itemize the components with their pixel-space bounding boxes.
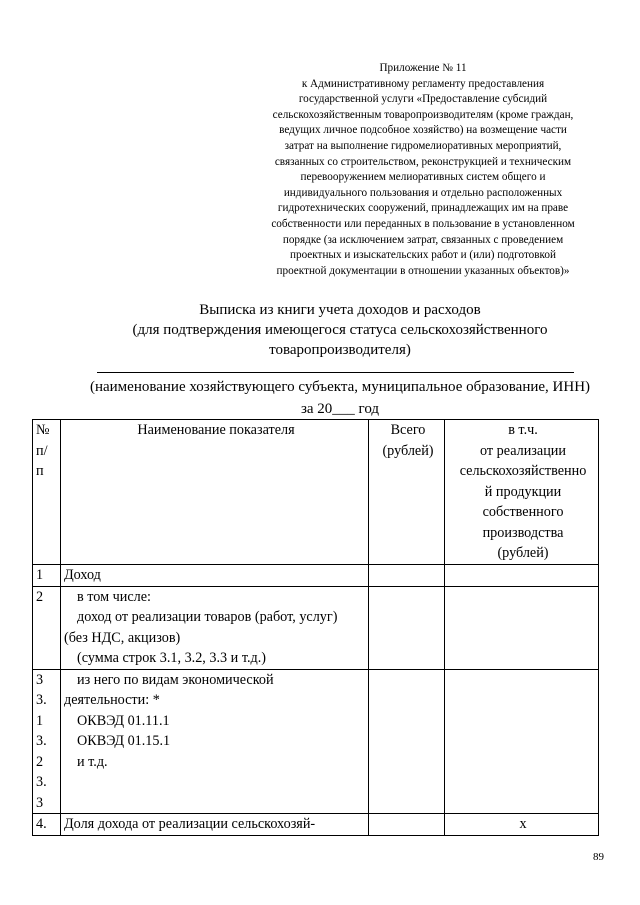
appendix-line: связанных со строительством, реконструкцией и техническим bbox=[274, 155, 572, 168]
appendix-block bbox=[248, 61, 598, 279]
entity-fill-line bbox=[97, 372, 574, 373]
row-total bbox=[369, 586, 445, 669]
table-header-row bbox=[33, 420, 599, 565]
appendix-line: сельскохозяйственным товаропроизводителям (кроме граждан, bbox=[272, 108, 574, 121]
table-row bbox=[33, 814, 599, 836]
appendix-line: затрат на выполнение гидромелиоративных мероприятий, bbox=[284, 139, 562, 152]
title-line: Выписка из книги учета доходов и расходов bbox=[199, 302, 481, 318]
table-row bbox=[33, 564, 599, 586]
appendix-line: ведущих личное подсобное хозяйство) на возмещение части bbox=[279, 124, 567, 137]
row-num: 4. bbox=[33, 814, 61, 836]
income-table bbox=[32, 419, 599, 836]
row-incl: x bbox=[445, 814, 599, 836]
row-name: Доля дохода от реализации сельскохозяй- bbox=[61, 814, 369, 836]
appendix-line: к Административному регламенту предоставления bbox=[301, 77, 545, 90]
appendix-line: индивидуального пользования и отдельно расположенных bbox=[283, 186, 563, 199]
appendix-line: Приложение № 11 bbox=[379, 62, 467, 74]
row-name: в том числе: доход от реализации товаров (работ, услуг) (без НДС, акцизов) (сумма строк 3.1, 3.2, 3.3 и т.д.) bbox=[61, 586, 369, 669]
row-num: 3 3. 1 3. 2 3. 3 bbox=[33, 669, 61, 814]
row-name: Доход bbox=[61, 564, 369, 586]
header-num: № п/ п bbox=[33, 420, 61, 565]
table-row bbox=[33, 669, 599, 814]
row-total bbox=[369, 564, 445, 586]
appendix-line: собственности или переданных в пользование в установленном bbox=[271, 217, 575, 230]
row-name: из него по видам экономической деятельности: * ОКВЭД 01.11.1 ОКВЭД 01.15.1 и т.д. bbox=[61, 669, 369, 814]
document-title bbox=[60, 300, 620, 360]
header-total: Всего (рублей) bbox=[369, 420, 445, 565]
appendix-line: проектной документации в отношении указанных объектов)» bbox=[276, 264, 570, 277]
row-incl bbox=[445, 669, 599, 814]
appendix-line: порядке (за исключением затрат, связанных с проведением bbox=[282, 233, 564, 246]
row-total bbox=[369, 814, 445, 836]
header-name: Наименование показателя bbox=[61, 420, 369, 565]
appendix-line: государственной услуги «Предоставление субсидий bbox=[298, 93, 548, 106]
table-row bbox=[33, 586, 599, 669]
row-num: 1 bbox=[33, 564, 61, 586]
appendix-line: проектных и изыскательских работ и (или) подготовкой bbox=[289, 249, 557, 262]
header-incl: в т.ч. от реализации сельскохозяйственно й продукции собственного производства (рублей) bbox=[445, 420, 599, 565]
year-line: за 20___ год bbox=[300, 401, 380, 417]
row-total bbox=[369, 669, 445, 814]
row-num: 2 bbox=[33, 586, 61, 669]
title-line: (для подтверждения имеющегося статуса сельскохозяйственного bbox=[132, 322, 548, 338]
page-number: 89 bbox=[593, 851, 604, 863]
row-incl bbox=[445, 564, 599, 586]
entity-caption: (наименование хозяйствующего субъекта, муниципальное образование, ИНН) bbox=[89, 379, 591, 395]
appendix-line: гидротехнических сооружений, принадлежащих им на праве bbox=[277, 202, 569, 215]
row-incl bbox=[445, 586, 599, 669]
title-line: товаропроизводителя) bbox=[269, 342, 411, 358]
appendix-line: перевооружением мелиоративных систем общего и bbox=[300, 171, 546, 184]
